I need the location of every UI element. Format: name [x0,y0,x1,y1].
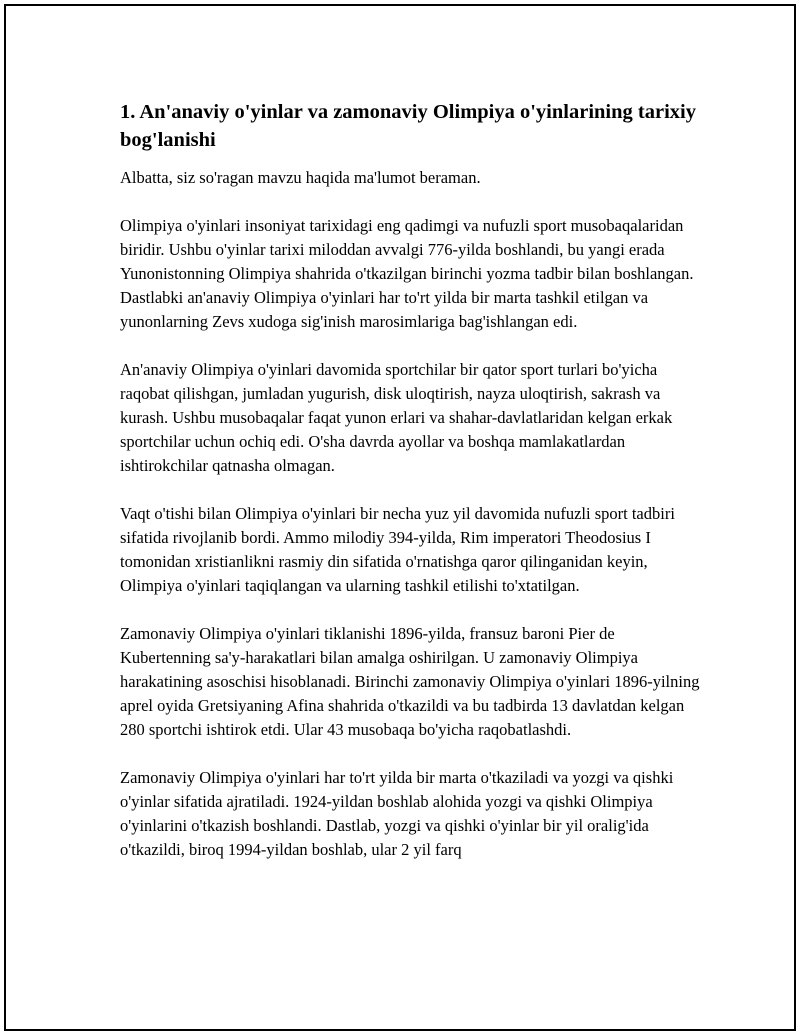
document-page [4,4,796,1031]
paragraph-5: Zamonaviy Olimpiya o'yinlari har to'rt yilda bir marta o'tkaziladi va yozgi va qishki o'yinlar sifatida ajratiladi. 1924-yildan boshlab alohida yozgi va qishki Olimpiya o'yinlarini o'tkazish boshlandi. Dastlab, yozgi va qishki o'yinlar bir yil oralig'ida o'tkazildi, biroq 1994-yildan boshlab, ular 2 yil farq [120,768,674,859]
paragraph-3: Vaqt o'tishi bilan Olimpiya o'yinlari bir necha yuz yil davomida nufuzli sport tadbiri sifatida rivojlanib bordi. Ammo milodiy 394-yilda, Rim imperatori Theodosius I tomonidan xristianlikni rasmiy din sifatida o'rnatishga qaror qilinganidan keyin, Olimpiya o'yinlari taqiqlangan va ularning tashkil etilishi to'xtatilgan. [120,504,675,595]
document-body [120,98,700,862]
paragraph-2: An'anaviy Olimpiya o'yinlari davomida sportchilar bir qator sport turlari bo'yicha raqobat qilishgan, jumladan yugurish, disk uloqtirish, nayza uloqtirish, sakrash va kurash. Ushbu musobaqalar faqat yunon erlari va shahar-davlatlaridan kelgan erkak sportchilar uchun ochiq edi. O'sha davrda ayollar va boshqa mamlakatlardan ishtirokchilar qatnasha olmagan. [120,360,673,475]
document-title: 1. An'anaviy o'yinlar va zamonaviy Olimpiya o'yinlarining tarixiy bog'lanishi [120,101,696,151]
paragraph-1: Olimpiya o'yinlari insoniyat tarixidagi eng qadimgi va nufuzli sport musobaqalaridan biridir. Ushbu o'yinlar tarixi miloddan avvalgi 776-yilda boshlandi, bu yangi erada Yunonistonning Olimpiya shahrida o'tkazilgan birinchi yozma tadbir bilan boshlangan. Dastlabki an'anaviy Olimpiya o'yinlari har to'rt yilda bir marta tashkil etilgan va yunonlarning Zevs xudoga sig'inish marosimlariga bag'ishlangan edi. [120,216,694,331]
paragraph-4: Zamonaviy Olimpiya o'yinlari tiklanishi 1896-yilda, fransuz baroni Pier de Kubertenning sa'y-harakatlari bilan amalga oshirilgan. U zamonaviy Olimpiya harakatining asoschisi hisoblanadi. Birinchi zamonaviy Olimpiya o'yinlari 1896-yilning aprel oyida Gretsiyaning Afina shahrida o'tkazildi va bu tadbirda 13 davlatdan kelgan 280 sportchi ishtirok etdi. Ular 43 musobaqa bo'yicha raqobatlashdi. [120,624,700,739]
intro-paragraph: Albatta, siz so'ragan mavzu haqida ma'lumot beraman. [120,168,481,187]
